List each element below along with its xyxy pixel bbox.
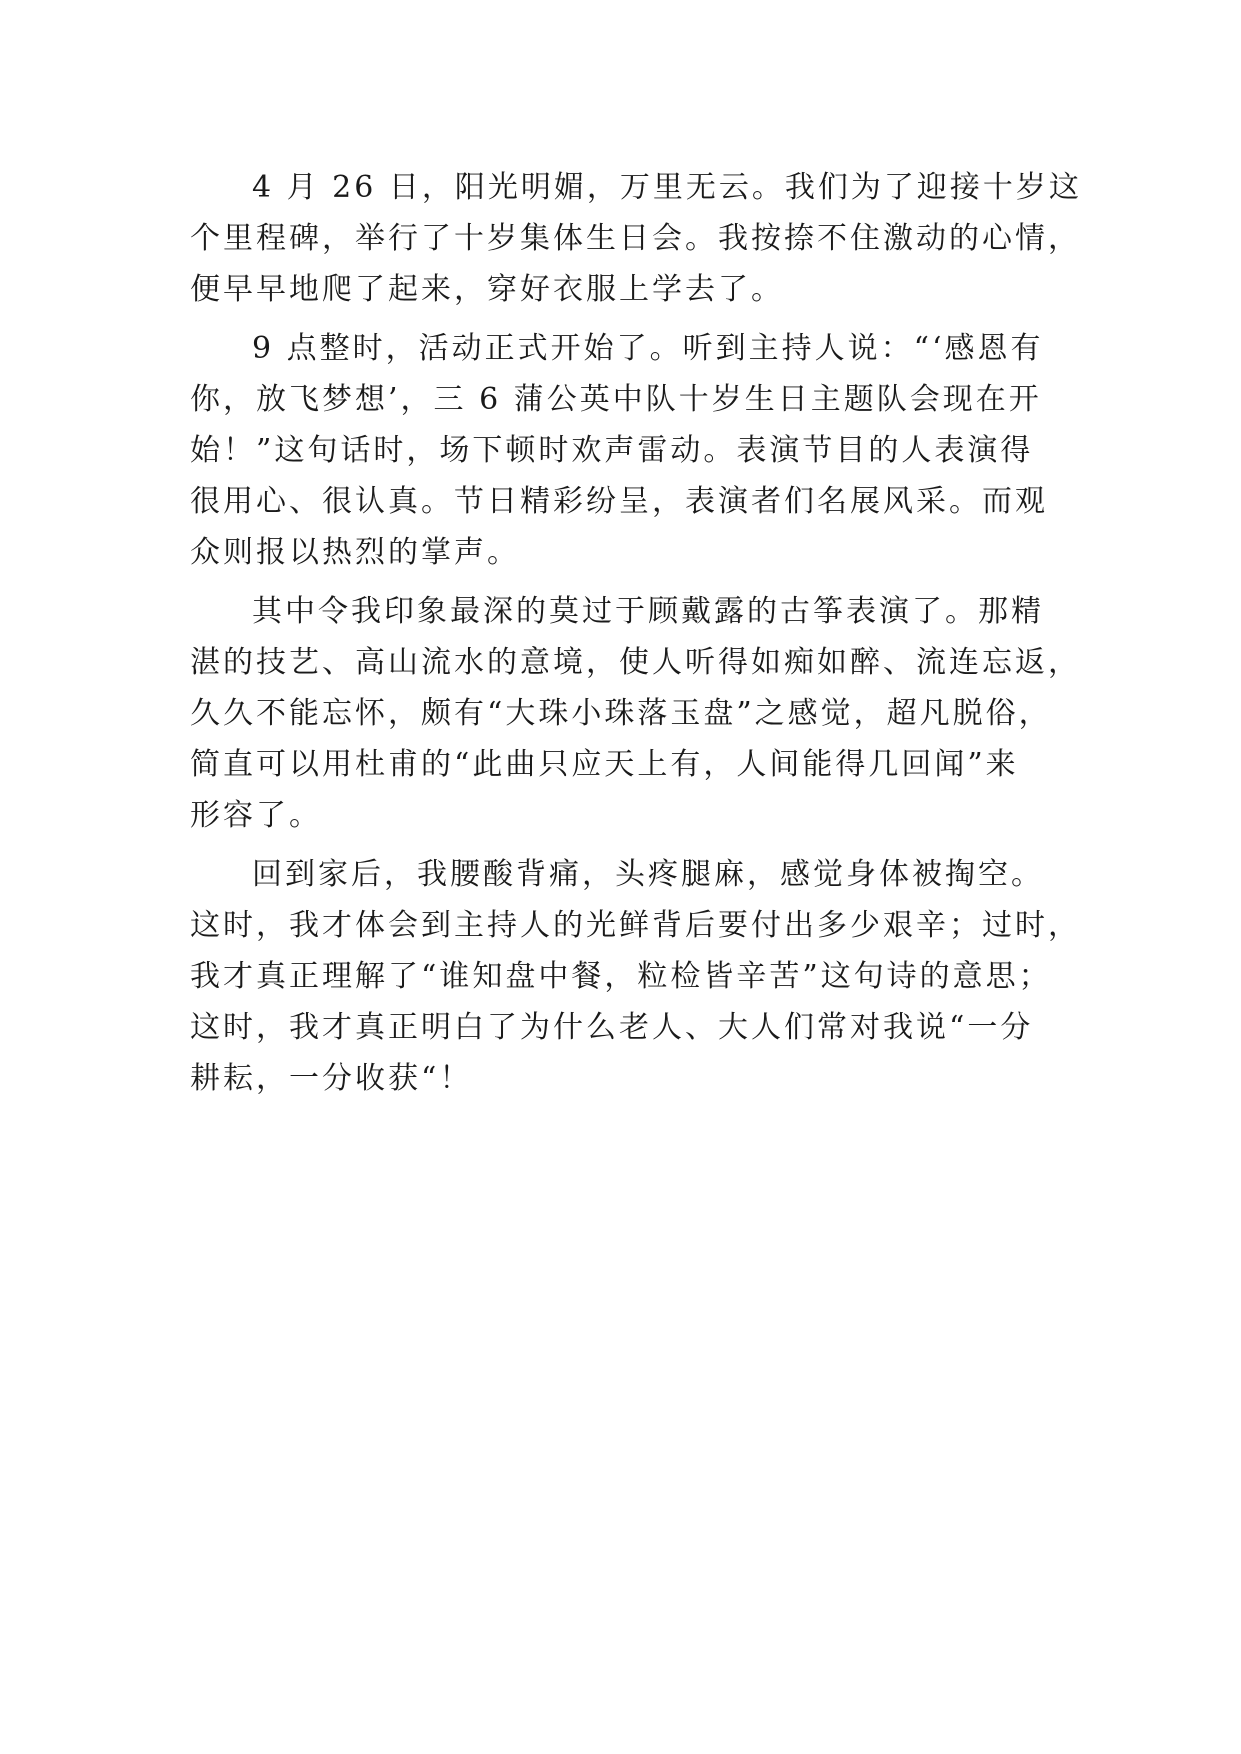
- paragraph-2: [190, 323, 1070, 578]
- paragraph-4: [190, 849, 1081, 1104]
- paragraph-gap: [190, 578, 1070, 586]
- paragraph-1: [190, 162, 1082, 315]
- paragraph-line: 9 点整时，活动正式开始了。听到主持人说：“‘感恩有: [252, 331, 1044, 366]
- paragraph-line: 湛的技艺、高山流水的意境，使人听得如痴如醉、流连忘返，: [190, 645, 1081, 680]
- paragraph-line: 耕耘，一分收获“！: [190, 1061, 473, 1096]
- paragraph-line: 众则报以热烈的掌声。: [190, 535, 520, 570]
- paragraph-line: 这时，我才真正明白了为什么老人、大人们常对我说“一分: [190, 1010, 1034, 1045]
- paragraph-line: 始！”这句话时，场下顿时欢声雷动。表演节目的人表演得: [190, 433, 1034, 468]
- paragraph-line: 简直可以用杜甫的“此曲只应天上有，人间能得几回闻”来: [190, 747, 1019, 782]
- paragraph-line: 很用心、很认真。节日精彩纷呈，表演者们名展风采。而观: [190, 484, 1048, 519]
- paragraph-line: 你，放飞梦想’，三 6 蒲公英中队十岁生日主题队会现在开: [190, 382, 1042, 417]
- document-body: [190, 162, 1082, 1104]
- paragraph-gap: [190, 315, 1070, 323]
- paragraph-3: [190, 586, 1081, 841]
- paragraph-gap: [190, 841, 1070, 849]
- paragraph-line: 其中令我印象最深的莫过于顾戴露的古筝表演了。那精: [252, 594, 1044, 629]
- paragraph-line: 便早早地爬了起来，穿好衣服上学去了。: [190, 272, 784, 307]
- paragraph-line: 久久不能忘怀，颇有“大珠小珠落玉盘”之感觉，超凡脱俗，: [190, 696, 1052, 731]
- paragraph-line: 这时，我才体会到主持人的光鲜背后要付出多少艰辛；过时，: [190, 908, 1081, 943]
- paragraph-line: 形容了。: [190, 798, 322, 833]
- paragraph-line: 个里程碑，举行了十岁集体生日会。我按捺不住激动的心情，: [190, 221, 1081, 256]
- paragraph-line: 回到家后，我腰酸背痛，头疼腿麻，感觉身体被掏空。: [252, 857, 1044, 892]
- paragraph-line: 4 月 26 日，阳光明媚，万里无云。我们为了迎接十岁这: [252, 170, 1082, 205]
- paragraph-line: 我才真正理解了“谁知盘中餐，粒检皆辛苦”这句诗的意思；: [190, 959, 1052, 994]
